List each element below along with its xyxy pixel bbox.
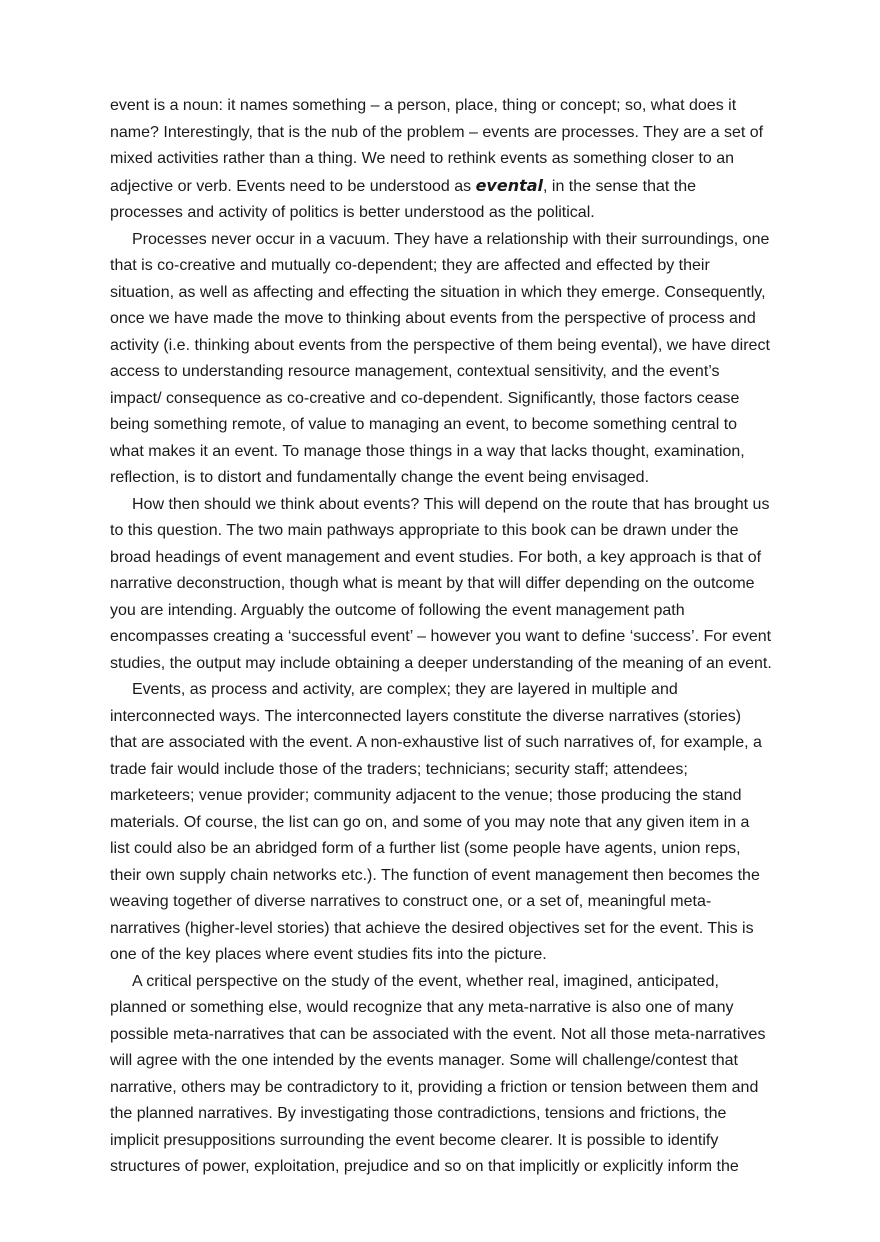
paragraph-1-text-start: event is a noun: it names something – a person, place, thing or concept; so, what does it name? Interestingly, that is the nub of the problem – events are processes. They are a set of mixed activities rather than a thing. We need to rethink events as something closer to an adjective or verb. Events need to be understood as: [110, 97, 764, 195]
emphasis-evental: evental: [475, 175, 544, 195]
paragraph-3: How then should we think about events? This will depend on the route that has brought us to this question. The two main pathways appropriate to this book can be drawn under the broad headings of event management and event studies. For both, a key approach is that of narrative deconstruction, though what is meant by that will differ depending on the outcome you are intending. Arguably the outcome of following the event management path encompasses creating a ‘successful event’ – however you want to define ‘success’. For event studies, the output may include obtaining a deeper understanding of the meaning of an event.: [110, 495, 772, 672]
paragraph-5: A critical perspective on the study of the event, whether real, imagined, anticipated, planned or something else, would recognize that any meta-narrative is also one of many possible meta-narratives that can be associated with the event. Not all those meta-narratives will agree with the one intended by the events manager. Some will challenge/contest that narrative, others may be contradictory to it, providing a friction or tension between them and the planned narratives. By investigating those contradictions, tensions and frictions, the implicit presuppositions surrounding the event become clearer. It is possible to identify structures of power, exploitation, prejudice and so on that implicitly or explicitly inform the: [110, 972, 766, 1175]
paragraph-4: Events, as process and activity, are complex; they are layered in multiple and interconnected ways. The interconnected layers constitute the diverse narratives (stories) that are associated with the event. A non-exhaustive list of such narratives of, for example, a trade fair would include those of the traders; technicians; security staff; attendees; marketeers; venue provider; community adjacent to the venue; those producing the stand materials. Of course, the list can go on, and some of you may note that any given item in a list could also be an abridged form of a further list (some people have agents, union reps, their own supply chain networks etc.). The function of event management then becomes the weaving together of diverse narratives to construct one, or a set of, meaningful meta-narratives (higher-level stories) that achieve the desired objectives set for the event. This is one of the key places where event studies fits into the picture.: [110, 681, 762, 963]
paragraph-2: Processes never occur in a vacuum. They have a relationship with their surroundings, one that is co-creative and mutually co-dependent; they are affected and effected by their situation, as well as affecting and effecting the situation in which they emerge. Consequently, once we have made the move to thinking about events from the perspective of process and activity (i.e. thinking about events from the perspective of them being evental), we have direct access to understanding resource management, contextual sensitivity, and the event’s impact/ consequence as co-creative and co-dependent. Significantly, those factors cease being something remote, of value to managing an event, to become something central to what makes it an event. To manage those things in a way that lacks thought, examination, reflection, is to distort and fundamentally change the event being envisaged.: [110, 230, 770, 486]
document-page: [110, 93, 772, 1181]
paragraph-1-text-end: , in the sense that the processes and activity of politics is better understood as the political.: [110, 177, 697, 221]
paragraph-1: [110, 93, 772, 227]
